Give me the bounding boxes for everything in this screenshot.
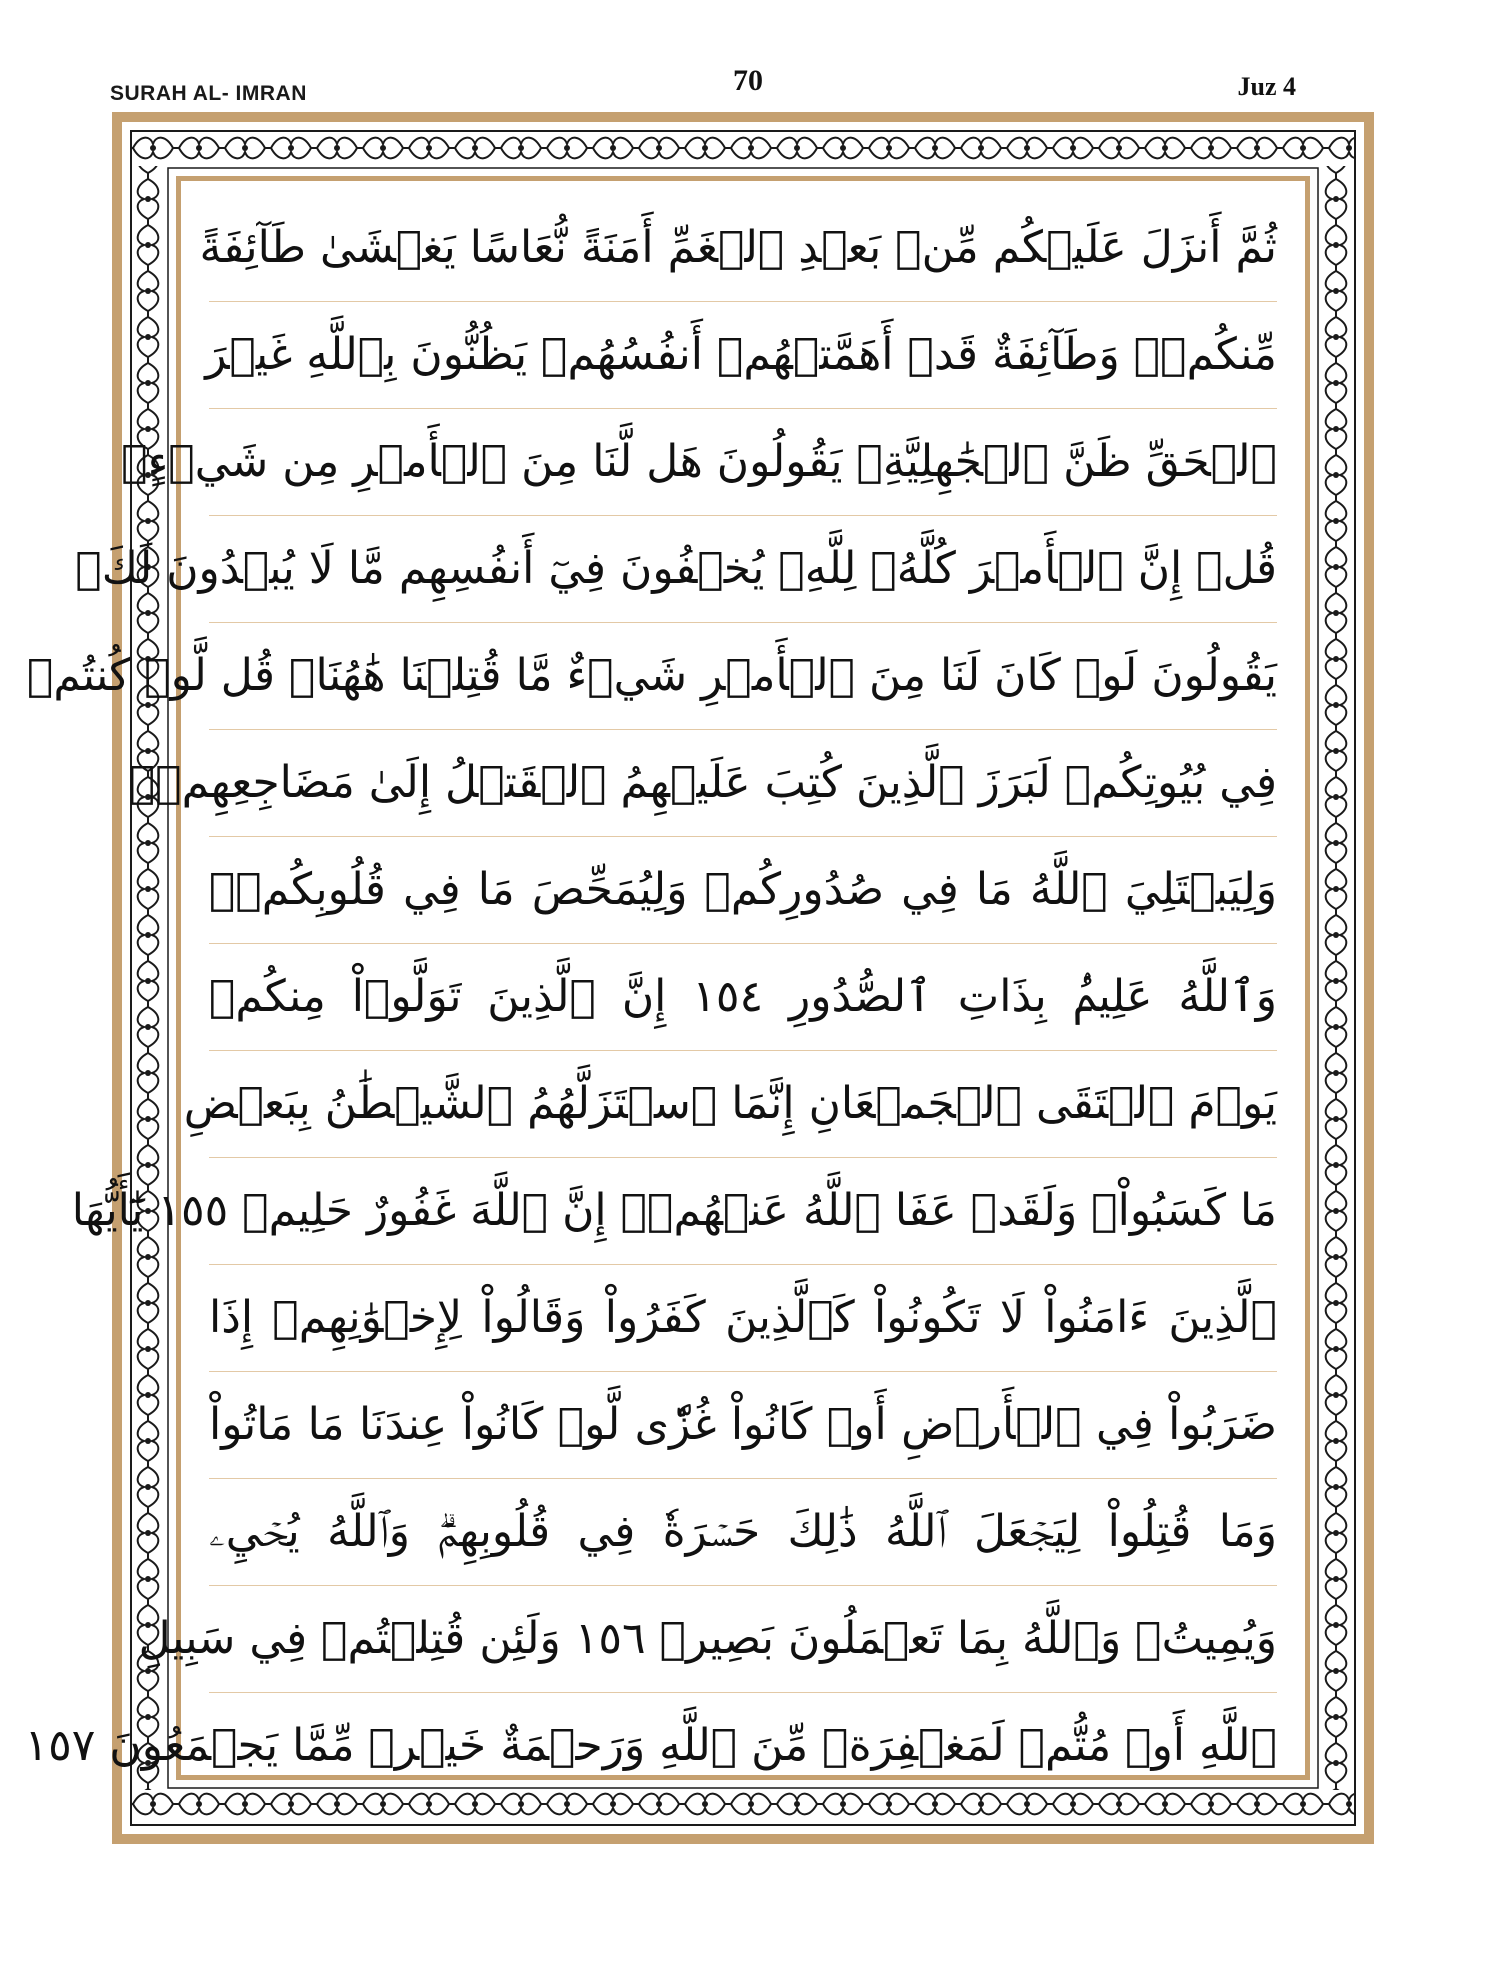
verse-line: ثُمَّ أَنزَلَ عَلَيۡكُم مِّنۢ بَعۡدِ ٱلۡغَمِّ أَمَنَةً نُّعَاسًا يَغۡشَىٰ طَآئِفَةً — [209, 195, 1277, 302]
verse-line: وَمَا قُتِلُواْ لِيَجۡعَلَ ٱللَّهُ ذَٰلِكَ حَسۡرَةٗ فِي قُلُوبِهِمۡۗ وَٱللَّهُ يُحۡيِۦ — [209, 1479, 1277, 1586]
verse-lines — [24, 195, 1278, 1800]
verse-line: يَقُولُونَ لَوۡ كَانَ لَنَا مِنَ ٱلۡأَمۡرِ شَيۡءٌ مَّا قُتِلۡنَا هَٰهُنَاۗ قُل لَّوۡ كُنتُمۡ — [209, 623, 1277, 730]
page-header — [0, 64, 1496, 112]
frame-inner — [24, 122, 1364, 1834]
verse-line: ضَرَبُواْ فِي ٱلۡأَرۡضِ أَوۡ كَانُواْ غُزّٗى لَّوۡ كَانُواْ عِندَنَا مَا مَاتُواْ — [209, 1372, 1277, 1479]
text-area — [24, 181, 1305, 1775]
verse-line: وَٱللَّهُ عَلِيمُۢ بِذَاتِ ٱلصُّدُورِ ١٥٤ إِنَّ ٱلَّذِينَ تَوَلَّوۡاْ مِنكُمۡ — [209, 944, 1277, 1051]
verse-line: وَيُمِيتُۗ وَٱللَّهُ بِمَا تَعۡمَلُونَ بَصِيرٞ ١٥٦ وَلَئِن قُتِلۡتُمۡ فِي سَبِيلِ — [209, 1586, 1277, 1693]
juz-label: Juz 4 — [1237, 72, 1296, 101]
verse-line: فِي بُيُوتِكُمۡ لَبَرَزَ ٱلَّذِينَ كُتِبَ عَلَيۡهِمُ ٱلۡقَتۡلُ إِلَىٰ مَضَاجِعِهِمۡۖ — [209, 730, 1277, 837]
text-frame — [24, 176, 1310, 1780]
verse-line: وَلِيَبۡتَلِيَ ٱللَّهُ مَا فِي صُدُورِكُمۡ وَلِيُمَحِّصَ مَا فِي قُلُوبِكُمۡۚ — [209, 837, 1277, 944]
verse-line: ٱلَّذِينَ ءَامَنُواْ لَا تَكُونُواْ كَٱلَّذِينَ كَفَرُواْ وَقَالُواْ لِإِخۡوَٰنِهِمۡ إِذَا — [209, 1265, 1277, 1372]
page-frame — [24, 112, 1374, 1844]
verse-line: مِّنكُمۡۖ وَطَآئِفَةٌ قَدۡ أَهَمَّتۡهُمۡ أَنفُسُهُمۡ يَظُنُّونَ بِٱللَّهِ غَيۡرَ — [209, 302, 1277, 409]
verse-line: ٱللَّهِ أَوۡ مُتُّمۡ لَمَغۡفِرَةٞ مِّنَ ٱللَّهِ وَرَحۡمَةٌ خَيۡرٞ مِّمَّا يَجۡمَعُونَ ١٥٧ — [24, 1720, 1277, 1771]
verse-line: مَا كَسَبُواْۖ وَلَقَدۡ عَفَا ٱللَّهُ عَنۡهُمۡۗ إِنَّ ٱللَّهَ غَفُورٌ حَلِيمٞ ١٥٥ يَٰٓأَيُّهَا — [209, 1158, 1277, 1265]
surah-name: SURAH AL- IMRAN — [110, 82, 307, 105]
page-number: 70 — [733, 64, 763, 97]
verse-line: قُلۡ إِنَّ ٱلۡأَمۡرَ كُلَّهُۥ لِلَّهِۗ يُخۡفُونَ فِيٓ أَنفُسِهِم مَّا لَا يُبۡدُونَ لَكَۖ — [209, 516, 1277, 623]
verse-line: يَوۡمَ ٱلۡتَقَى ٱلۡجَمۡعَانِ إِنَّمَا ٱسۡتَزَلَّهُمُ ٱلشَّيۡطَٰنُ بِبَعۡضِ — [209, 1051, 1277, 1158]
verse-line: ٱلۡحَقِّ ظَنَّ ٱلۡجَٰهِلِيَّةِۖ يَقُولُونَ هَل لَّنَا مِنَ ٱلۡأَمۡرِ مِن شَيۡءٍۗ — [209, 409, 1277, 516]
